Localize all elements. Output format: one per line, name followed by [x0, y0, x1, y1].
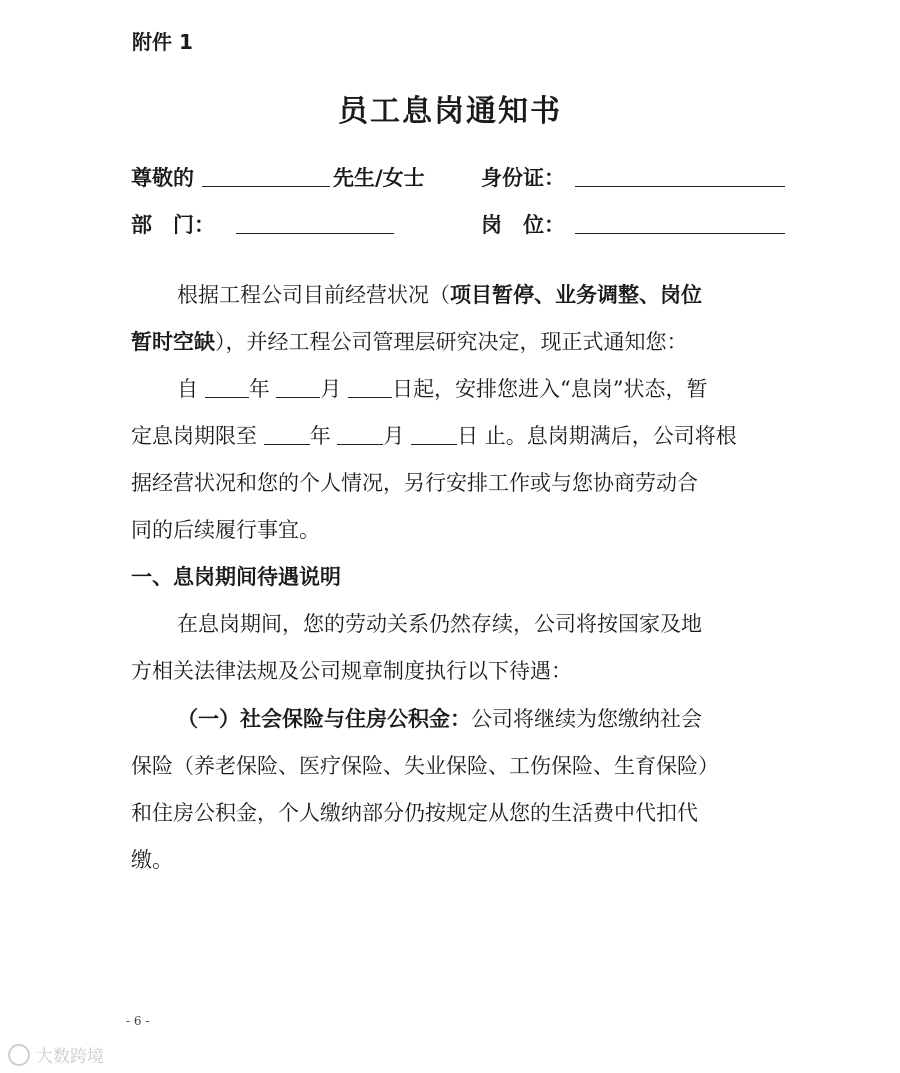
- p2-from: 自: [177, 377, 198, 401]
- paragraph-2-line-3: 据经营状况和您的个人情况，另行安排工作或与您协商劳动合: [131, 471, 698, 495]
- end-year-label: 年: [309, 424, 331, 448]
- honorific-label: 先生/女士: [333, 166, 425, 190]
- start-month-label: 月: [320, 377, 342, 401]
- watermark-logo-icon: [8, 1044, 30, 1066]
- p2-until: 定息岗期限至: [131, 424, 257, 448]
- section-1-line-1: 在息岗期间，您的劳动关系仍然存续，公司将按国家及地: [177, 612, 702, 636]
- p1-text-d: ），并经工程公司管理层研究决定，现正式通知您：: [215, 330, 688, 354]
- paragraph-2-line-4: 同的后续履行事宜。: [131, 518, 320, 542]
- item-1-line-1: [177, 703, 702, 733]
- watermark: [8, 1042, 104, 1067]
- start-year-label: 年: [248, 377, 270, 401]
- p1-bold-vacancy: 暂时空缺: [131, 330, 215, 354]
- end-day-blank: [411, 426, 457, 445]
- paragraph-1-line-1: [177, 279, 702, 309]
- start-month-blank: [276, 379, 320, 398]
- item-1-line-3: 和住房公积金，个人缴纳部分仍按规定从您的生活费中代扣代: [131, 801, 698, 825]
- item-1-title: （一）社会保险与住房公积金：: [177, 707, 471, 731]
- document-title: 员工息岗通知书: [338, 94, 562, 129]
- end-day-label: 日: [457, 424, 479, 448]
- item-1-line-2: 保险（养老保险、医疗保险、失业保险、工伤保险、生育保险）: [131, 754, 719, 778]
- attachment-label: 附件 1: [132, 30, 193, 54]
- position-blank: [575, 233, 785, 234]
- paragraph-1-line-2: [131, 326, 688, 356]
- end-year-blank: [264, 426, 310, 445]
- p1-bold-reasons: 项目暂停、业务调整、岗位: [450, 283, 702, 307]
- paragraph-2-line-1: [177, 373, 708, 403]
- id-card-blank: [575, 186, 785, 187]
- name-blank: [202, 186, 330, 187]
- item-1-text: 公司将继续为您缴纳社会: [471, 707, 702, 731]
- watermark-text: 大数跨境: [36, 1047, 104, 1067]
- item-1-line-4: 缴。: [131, 848, 173, 872]
- p2-start-text: 起，安排您进入“息岗”状态，暂: [413, 377, 708, 401]
- start-year-blank: [205, 379, 249, 398]
- department-blank: [236, 233, 394, 234]
- position-label: 岗 位：: [481, 213, 565, 237]
- department-label: 部 门：: [131, 213, 215, 237]
- id-card-label: 身份证：: [481, 166, 565, 190]
- paragraph-2-line-2: [131, 420, 737, 450]
- section-1-heading: 一、息岗期间待遇说明: [131, 565, 341, 589]
- end-month-label: 月: [383, 424, 405, 448]
- section-1-line-2: 方相关法律法规及公司规章制度执行以下待遇：: [131, 659, 572, 683]
- end-month-blank: [337, 426, 383, 445]
- p2-end-text: 止。息岗期满后，公司将根: [484, 424, 737, 448]
- page-number: - 6 -: [126, 1014, 150, 1028]
- start-day-label: 日: [392, 377, 414, 401]
- p1-text-a: 根据工程公司目前经营状况（: [177, 283, 450, 307]
- start-day-blank: [348, 379, 392, 398]
- dear-label: 尊敬的: [131, 166, 194, 190]
